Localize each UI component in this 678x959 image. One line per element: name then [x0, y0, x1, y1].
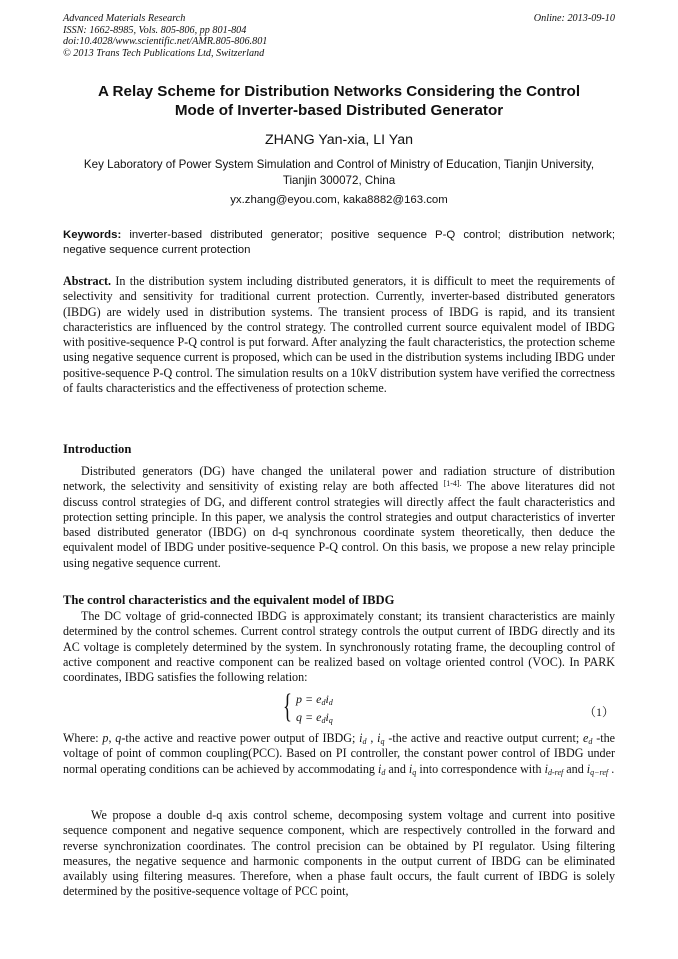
symbol-id-ref: $i_{d-ref}$	[544, 761, 564, 777]
affiliation-line-2: Tianjin 300072, China	[282, 173, 396, 187]
issn-line: ISSN: 1662-8985, Vols. 805-806, pp 801-804	[63, 24, 247, 36]
where-text: and	[388, 761, 406, 776]
affiliation	[63, 157, 615, 188]
abstract-label: Abstract.	[63, 274, 112, 288]
doi-line: doi:10.4028/www.scientific.net/AMR.805-806.801	[63, 36, 268, 48]
where-comma: ,	[108, 731, 112, 745]
symbol-ed: $e_d$	[583, 731, 593, 746]
online-date: Online: 2013-09-10	[533, 13, 615, 24]
equation-number: （1）	[584, 705, 615, 719]
symbol-p: p	[102, 731, 109, 745]
intro-text-2: The above literatures did not discuss control strategies of DG, and different control strategies will directly affect the fault characteristics and protection setting principle. In this paper, we analysis the control strategies and output characteristics of inverter based distributed generator (IBDG) on d-q synchronous coordinate system theoretically, then deduce the equivalent model of IBDG under positive-sequence P-Q control. On this basis, we propose a new relay principle using negative sequence current.	[63, 479, 615, 570]
symbol-iq: $i_q$	[377, 731, 385, 746]
authors: ZHANG Yan-xia, LI Yan	[265, 132, 413, 148]
journal-header	[63, 13, 615, 59]
symbol-id: $i_d$	[378, 761, 386, 777]
control-paragraph: The DC voltage of grid-connected IBDG is approximately constant; its transient characteristics are mainly determined by the control schemes. Current control strategy controls the output current of IBDG directly and its AC voltage is completely determined by the system. In synchronously rotating frame, the decoupling control of active component and reactive component can be realized based on voltage oriented control (VOC). In PARK coordinates, IBDG satisfies the following relation:	[63, 609, 615, 685]
control-heading: The control characteristics and the equivalent model of IBDG	[63, 593, 395, 607]
title-line-2: Mode of Inverter-based Distributed Generator	[174, 102, 504, 119]
title-line-1: A Relay Scheme for Distribution Networks Considering the Control	[97, 83, 581, 100]
equation-brace: {	[283, 688, 292, 725]
where-comma: ,	[370, 731, 374, 745]
journal-name: Advanced Materials Research	[63, 13, 186, 24]
symbol-id: $i_d$	[359, 731, 367, 746]
intro-text-1: Distributed generators (DG) have changed the unilateral power and radiation structure of distribution network, the selectivity and sensitivity of existing relay are both affected	[63, 464, 615, 494]
keywords-paragraph	[63, 228, 615, 258]
where-text: -the active and reactive power output of IBDG;	[121, 731, 356, 745]
introduction-paragraph	[63, 464, 615, 571]
where-text: Where:	[63, 731, 99, 745]
keywords-label: Keywords:	[63, 229, 122, 241]
equation-1	[283, 690, 403, 728]
affiliation-line-1: Key Laboratory of Power System Simulation and Control of Ministry of Education, Tianjin University,	[83, 158, 595, 171]
paper-title	[63, 82, 615, 120]
symbol-iq: $i_q$	[408, 761, 417, 777]
where-text: and	[566, 761, 584, 776]
symbol-q: q	[115, 731, 122, 745]
copyright-line: © 2013 Trans Tech Publications Ltd, Switzerland	[63, 47, 265, 59]
equation-line-1: $p = e_di_d$	[296, 692, 333, 707]
keywords-text: inverter-based distributed generator; positive sequence P-Q control; distribution network; negative sequence current protection	[63, 229, 615, 256]
abstract-text: In the distribution system including distributed generators, it is difficult to meet the requirements of selectivity and sensitivity for traditional current protection. Currently, inverter-based distributed generators (IBDG) are widely used in distribution systems. The transient process of IBDG is rapid, and its transient characteristics are influenced by the control strategy. The controlled current source equivalent model of IBDG with positive-sequence P-Q control is put forward. After analyzing the fault characteristics, the protection scheme using negative sequence current is proposed, which can be used in the distribution systems including IBDG under positive-sequence P-Q control. The simulation results on a 10kV distribution system have verified the correctness of faults characteristics and the effectiveness of protection scheme.	[63, 274, 615, 396]
equation-line-2: $q = e_di_q$	[296, 710, 333, 725]
double-dq-paragraph: We propose a double d-q axis control scheme, decomposing system voltage and current into positive sequence component and negative sequence component, which are respectively controlled in the forward and reverse synchronization coordinates. The control precision can be obtained by PI regulator. Using filtering measures, the negative sequence and harmonic components in the output current of IBDG can be eliminated availably using filtering measures. Therefore, when a phase fault occurs, the fault current of IBDG is solely determined by the positive-sequence voltage of PCC point,	[63, 808, 615, 899]
introduction-heading: Introduction	[63, 442, 132, 456]
where-paragraph	[63, 731, 615, 777]
where-period: .	[611, 761, 615, 776]
where-text: -the voltage of point of common coupling(PCC). Based on PI controller, the constant power control of IBDG under normal operating conditions can be achieved by accommodating	[63, 731, 615, 776]
intro-citation: [1-4].	[443, 479, 462, 489]
where-text: into correspondence with	[419, 761, 542, 776]
abstract-paragraph	[63, 274, 615, 396]
symbol-iq-ref: $i_{q-ref}$	[586, 761, 609, 777]
where-text: -the active and reactive output current;	[388, 731, 580, 745]
author-emails: yx.zhang@eyou.com, kaka8882@163.com	[230, 194, 448, 206]
